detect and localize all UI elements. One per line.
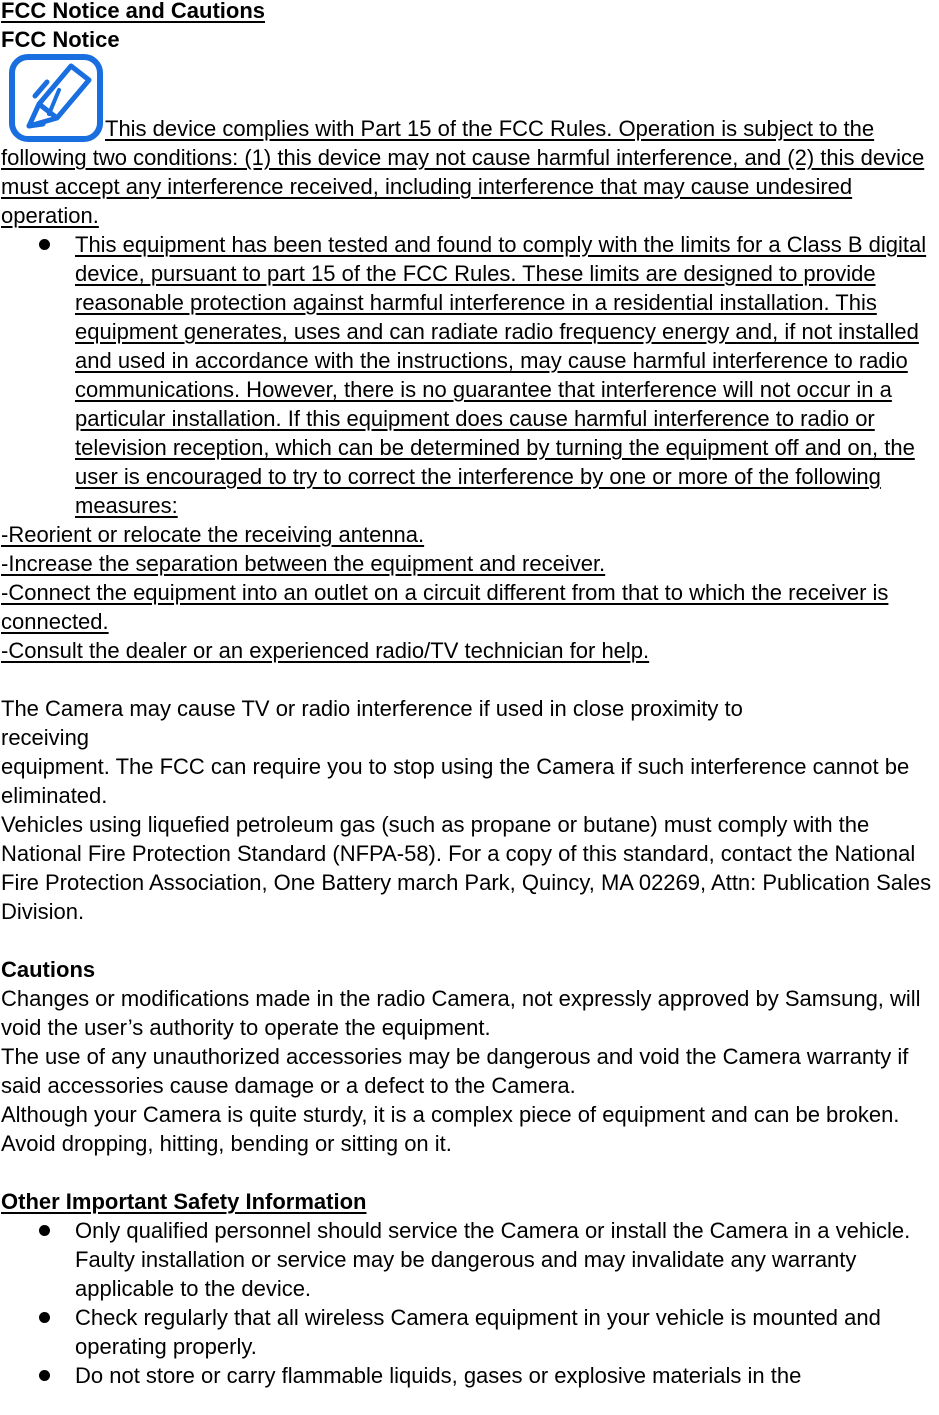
safety-item-text: Only qualified personnel should service the Camera or install the Camera in a vehicle. Faulty installation or service may be dangerous and may invalidate any warranty applicable to the device.: [75, 1218, 911, 1301]
safety-bullet-list: [1, 1216, 939, 1390]
measure-item: -Connect the equipment into an outlet on a circuit different from that to which the receiver is connected.: [1, 580, 889, 634]
fcc-notice-heading: FCC Notice: [1, 27, 120, 52]
safety-item-text: Check regularly that all wireless Camera equipment in your vehicle is mounted and operating properly.: [75, 1305, 881, 1359]
spacer: [1, 665, 939, 694]
measure-item: -Increase the separation between the equipment and receiver.: [1, 551, 606, 576]
safety-heading: Other Important Safety Information: [1, 1189, 367, 1214]
camera-interference-line: equipment. The FCC can require you to stop using the Camera if such interference cannot be eliminated.: [1, 754, 910, 808]
bullet-icon: [39, 1312, 50, 1323]
note-pencil-icon: [9, 54, 105, 142]
bullet-icon: [39, 1370, 50, 1381]
list-item: [1, 230, 939, 520]
bullet-icon: [39, 239, 50, 250]
safety-item-text: Do not store or carry flammable liquids, gases or explosive materials in the: [75, 1363, 802, 1388]
cautions-paragraph: Changes or modifications made in the radio Camera, not expressly approved by Samsung, will void the user’s authority to operate the equipment.: [1, 986, 921, 1040]
cautions-heading: Cautions: [1, 957, 96, 982]
document-title: FCC Notice and Cautions: [1, 0, 266, 23]
cautions-paragraph: The use of any unauthorized accessories may be dangerous and void the Camera warranty if said accessories cause damage or a defect to the Camera.: [1, 1044, 909, 1098]
spacer: [1, 1158, 939, 1187]
cautions-paragraph: Although your Camera is quite sturdy, it is a complex piece of equipment and can be broken. Avoid dropping, hitting, bending or sitting on it.: [1, 1102, 900, 1156]
vehicles-lpg-paragraph: Vehicles using liquefied petroleum gas (such as propane or butane) must comply with the National Fire Protection Standard (NFPA-58). For a copy of this standard, contact the National Fire Protection Association, One Battery march Park, Quincy, MA 02269, Attn: Publication Sales Division.: [1, 812, 932, 924]
fcc-notice-intro-block: [1, 54, 939, 230]
fcc-compliance-statement: This device complies with Part 15 of the FCC Rules. Operation is subject to the following two conditions: (1) this device may not cause harmful interference, and (2) this device must accept any interference received, including interference that may cause undesired operation.: [1, 116, 925, 228]
list-item: [1, 1361, 939, 1390]
class-b-statement: This equipment has been tested and found to comply with the limits for a Class B digital device, pursuant to part 15 of the FCC Rules. These limits are designed to provide reasonable protection against harmful interference in a residential installation. This equipment generates, uses and can radiate radio frequency energy and, if not installed and used in accordance with the instructions, may cause harmful interference to radio communications. However, there is no guarantee that interference will not occur in a particular installation. If this equipment does cause harmful interference to radio or television reception, which can be determined by turning the equipment off and on, the user is encouraged to try to correct the interference by one or more of the following measures:: [75, 232, 927, 518]
measure-item: -Reorient or relocate the receiving antenna.: [1, 522, 425, 547]
list-item: [1, 1216, 939, 1303]
camera-interference-line: receiving: [1, 725, 90, 750]
spacer: [1, 926, 939, 955]
camera-interference-line: The Camera may cause TV or radio interference if used in close proximity to: [1, 696, 743, 721]
bullet-icon: [39, 1225, 50, 1236]
measure-item: -Consult the dealer or an experienced radio/TV technician for help.: [1, 638, 650, 663]
fcc-bullet-list: [1, 230, 939, 520]
list-item: [1, 1303, 939, 1361]
